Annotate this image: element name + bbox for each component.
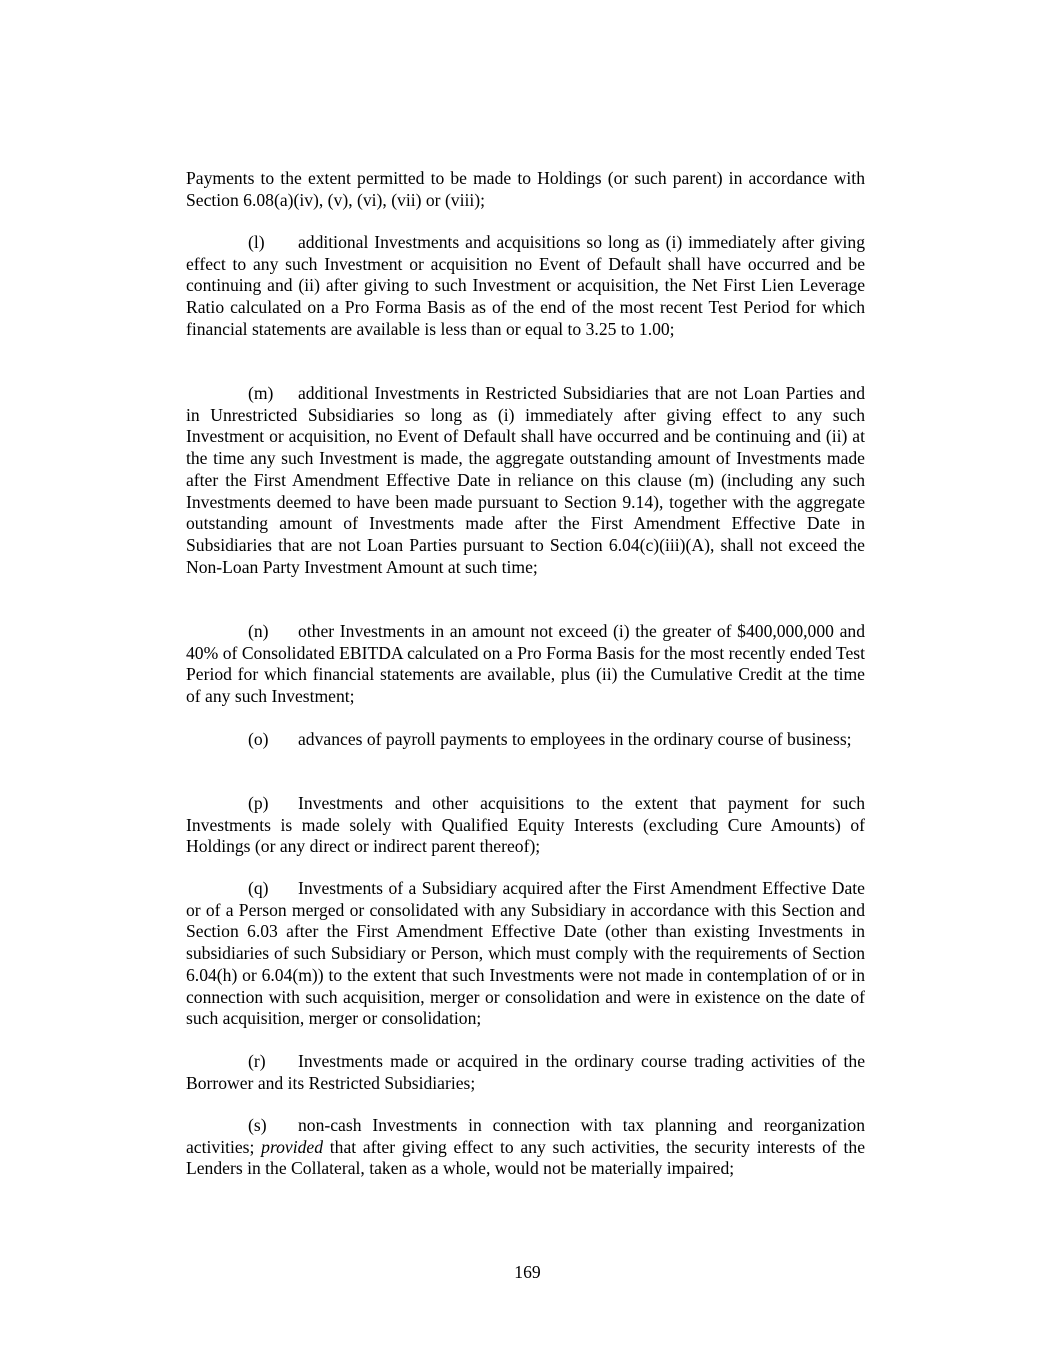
clause-r — [186, 1051, 865, 1094]
clause-text: additional Investments and acquisitions so long as (i) immediately after giving effect to any such Investment or acquisition no Event of Default shall have occurred and be continuing and (ii) after giving to such Investment or acquisition, the Net First Lien Leverage Ratio calculated on a Pro Forma Basis as of the end of the most recent Test Period for which financial statements are available is less than or equal to 3.25 to 1.00; — [186, 232, 865, 339]
clause-text: advances of payroll payments to employees in the ordinary course of business; — [298, 729, 852, 749]
clause-o — [186, 729, 865, 751]
continuation-paragraph: Payments to the extent permitted to be made to Holdings (or such parent) in accordance with Section 6.08(a)(iv), (v), (vi), (vii) or (viii); — [186, 168, 865, 210]
clause-label: (n) — [248, 621, 269, 641]
clause-text: Investments made or acquired in the ordinary course trading activities of the Borrower and its Restricted Subsidiaries; — [186, 1051, 865, 1093]
clause-label: (p) — [248, 793, 269, 813]
clause-p — [186, 793, 865, 858]
clause-q — [186, 878, 865, 1030]
clause-label: (l) — [248, 232, 265, 252]
clause-text: additional Investments in Restricted Subsidiaries that are not Loan Parties and in Unrestricted Subsidiaries so long as (i) immediately after giving effect to any such Investment or acquisition, no Event of Default shall have occurred and be continuing and (ii) at the time any such Investment is made, the aggregate outstanding amount of Investments made after the First Amendment Effective Date in reliance on this clause (m) (including any such Investments deemed to have been made pursuant to Section 9.14), together with the aggregate outstanding amount of Investments made after the First Amendment Effective Date in Subsidiaries that are not Loan Parties pursuant to Section 6.04(c)(iii)(A), shall not exceed the Non-Loan Party Investment Amount at such time; — [186, 383, 865, 577]
clause-s — [186, 1115, 865, 1180]
clause-text: Investments and other acquisitions to the extent that payment for such Investments is made solely with Qualified Equity Interests (excluding Cure Amounts) of Holdings (or any direct or indirect parent thereof); — [186, 793, 865, 857]
clause-text: Investments of a Subsidiary acquired after the First Amendment Effective Date or of a Person merged or consolidated with any Subsidiary in accordance with this Section and Section 6.03 after the First Amendment Effective Date (other than existing Investments in subsidiaries of such Subsidiary or Person, which must comply with the requirements of Section 6.04(h) or 6.04(m)) to the extent that such Investments were not made in contemplation of or in connection with such acquisition, merger or consolidation and were in existence on the date of such acquisition, merger or consolidation; — [186, 878, 865, 1029]
clause-l — [186, 232, 865, 341]
clause-label: (r) — [248, 1051, 266, 1071]
clause-n — [186, 621, 865, 708]
clause-text: other Investments in an amount not exceed (i) the greater of $400,000,000 and 40% of Consolidated EBITDA calculated on a Pro Forma Basis for the most recently ended Test Period for which financial statements are available, plus (ii) the Cumulative Credit at the time of any such Investment; — [186, 621, 865, 707]
clause-italic-provided: provided — [261, 1136, 324, 1157]
clause-label: (s) — [248, 1115, 267, 1135]
clause-text-before: non-cash Investments in connection with tax planning and reorganization activities; — [186, 1115, 865, 1157]
clause-text-after: that after giving effect to any such activities, the security interests of the Lenders in the Collateral, taken as a whole, would not be materially impaired; — [186, 1136, 865, 1179]
clause-label: (q) — [248, 878, 269, 898]
clause-m — [186, 383, 865, 578]
page-number: 169 — [514, 1262, 541, 1282]
clause-label: (o) — [248, 729, 269, 749]
clause-label: (m) — [248, 383, 274, 403]
